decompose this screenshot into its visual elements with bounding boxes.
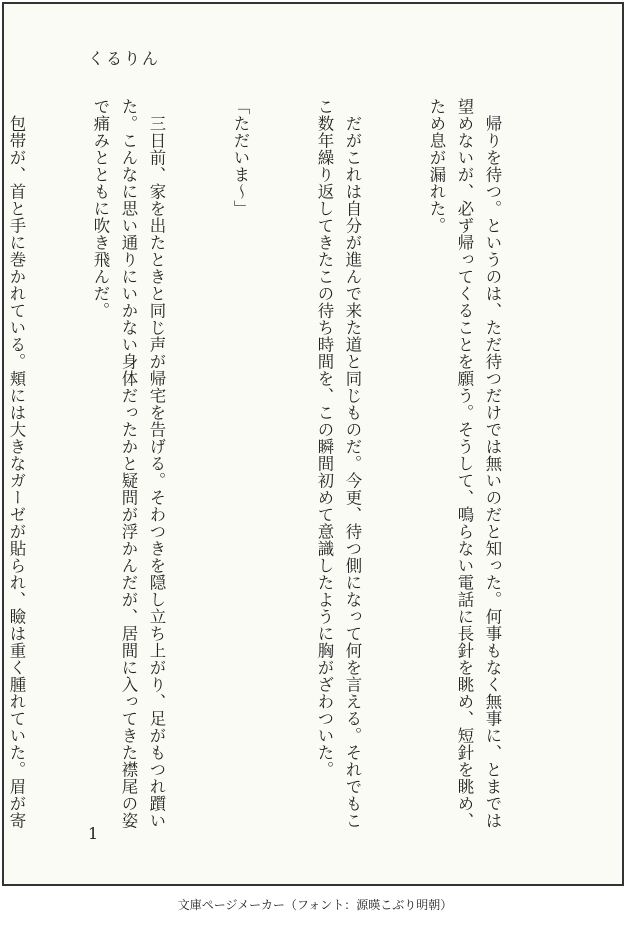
dialogue-line: 「ただいま～」 bbox=[231, 98, 250, 217]
page-number: 1 bbox=[88, 824, 99, 843]
page-title: くるりん bbox=[88, 49, 161, 68]
paragraph: 包帯が、首と手に巻かれている。頬には大きなガーゼが貼られ、瞼は重く腫れていた。眉が寄 bbox=[7, 114, 26, 829]
footer-caption: 文庫ページメーカー（フォント：源暎こぶり明朝） bbox=[177, 898, 453, 912]
vertical-body-text bbox=[7, 98, 562, 830]
book-page bbox=[2, 2, 624, 886]
paragraph: だがこれは自分が進んで来た道と同じものだ。今更、待つ側になって何を言える。それでもここ数年繰り返してきたこの待ち時間を、この瞬間初めて意識したように胸がざわついた。 bbox=[315, 98, 362, 829]
paragraph: 帰りを待つ。というのは、ただ待つだけでは無いのだと知った。何事もなく無事に、とまでは望めないが、必ず帰ってくることを願う。そうして、鳴らない電話に長針を眺め、短針を眺め、ため息が漏れた。 bbox=[427, 98, 502, 829]
paragraph: 三日前、家を出たときと同じ声が帰宅を告げる。そわつきを隠し立ち上がり、足がもつれ躓いた。こんなに思い通りにいかない身体だったかと疑問が浮かんだが、居間に入ってきた襟尾の姿で痛みとともに吹き飛んだ。 bbox=[91, 98, 166, 829]
